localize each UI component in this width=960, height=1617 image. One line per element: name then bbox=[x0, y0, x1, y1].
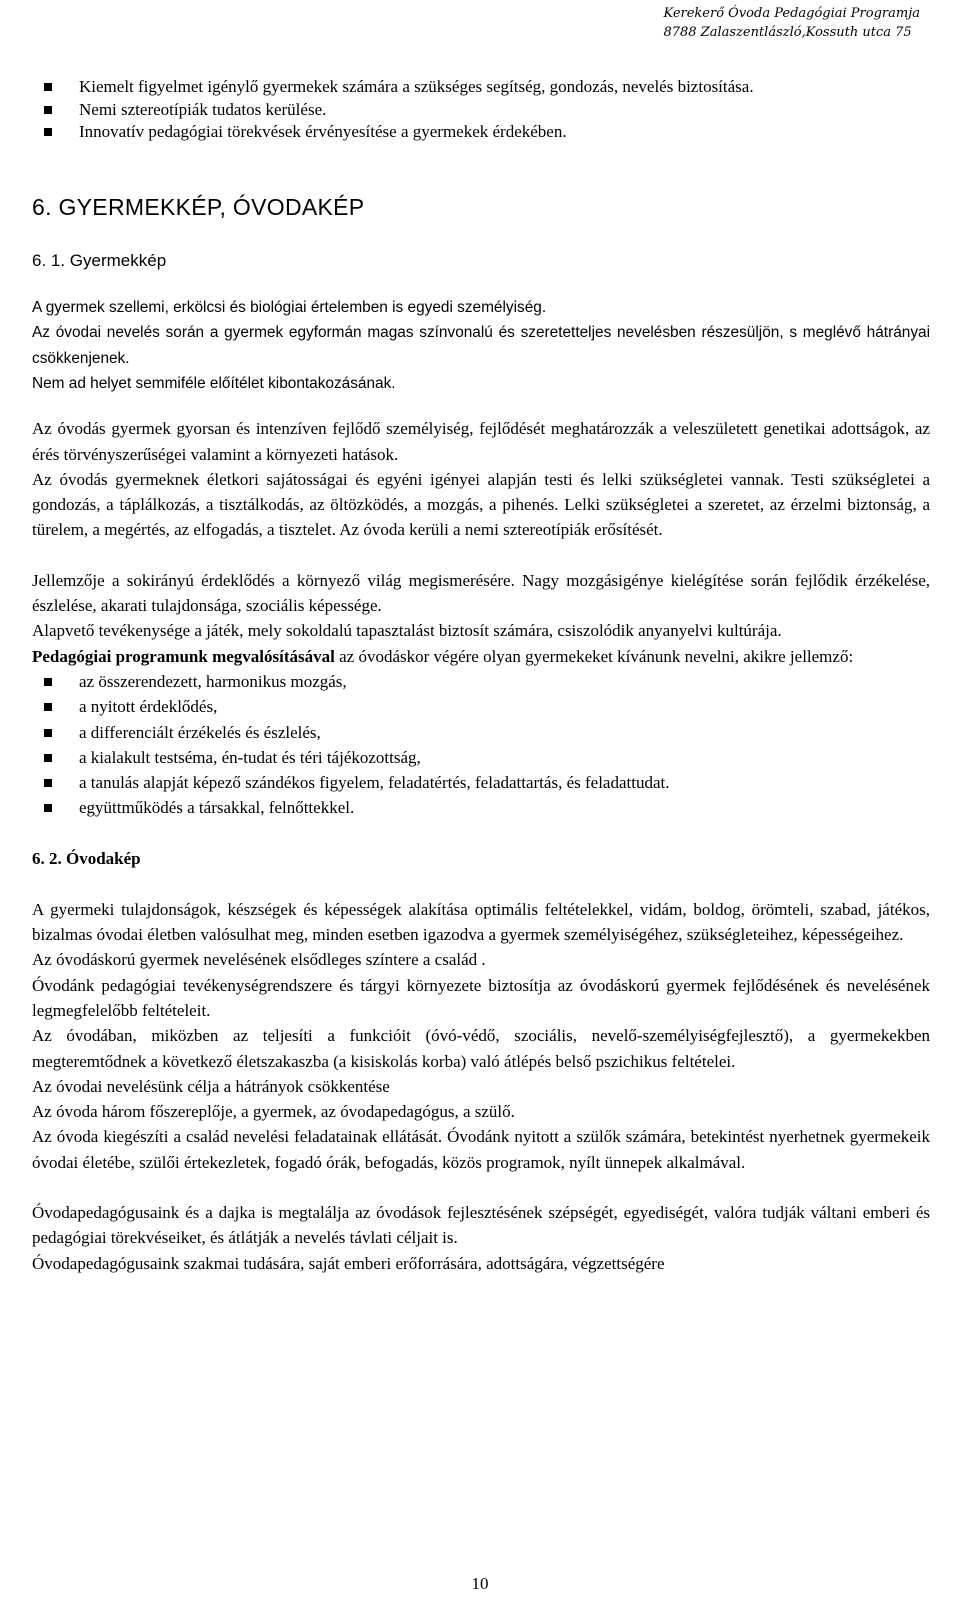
program-bold-text: Pedagógiai programunk megvalósításával bbox=[32, 646, 335, 666]
list-item: a nyitott érdeklődés, bbox=[32, 694, 930, 719]
paragraph: Az óvodás gyermeknek életkori sajátosságai és egyéni igényei alapján testi és lelki szükségletei vannak. Testi szükségletei a gondozás, a táplálkozás, a tisztálkodás, az öltözködés, a mozgás, a pihenés. Lelki szükségletei a szeretet, az érzelmi biztonság, a türelem, a megértés, az elfogadás, a tisztelet. Az óvoda kerüli a nemi sztereotípiák erősítését. bbox=[32, 469, 930, 540]
subsection-title-gyermekkep: 6. 1. Gyermekkép bbox=[32, 251, 167, 271]
program-rest-text: az óvodáskor végére olyan gyermekeket kívánunk nevelni, akikre jellemző: bbox=[334, 646, 854, 666]
paragraph: Óvodapedagógusaink szakmai tudására, saját emberi erőforrására, adottságára, végzettségére bbox=[32, 1253, 665, 1273]
list-item: Innovatív pedagógiai törekvések érvényesítése a gyermekek érdekében. bbox=[32, 121, 930, 144]
list-item: a differenciált érzékelés és észlelés, bbox=[32, 720, 930, 745]
paragraph: Az óvodáskorú gyermek nevelésének elsődleges színtere a család . bbox=[32, 950, 486, 970]
list-item: a tanulás alapját képező szándékos figyelem, feladatértés, feladattartás, és feladattudat. bbox=[32, 770, 930, 795]
paragraph: Alapvető tevékenysége a játék, mely sokoldalú tapasztalást biztosít számára, csiszolódik anyanyelvi kultúrája. bbox=[32, 621, 782, 641]
list-item: Kiemelt figyelmet igénylő gyermekek számára a szükséges segítség, gondozás, nevelés biztosítása. bbox=[32, 76, 930, 99]
header-line-1: Kerekerő Óvoda Pedagógiai Programja bbox=[663, 6, 920, 21]
top-bullet-list bbox=[32, 76, 930, 144]
document-header bbox=[663, 4, 920, 42]
paragraph: Nem ad helyet semmiféle előítélet kibontakozásának. bbox=[32, 375, 396, 392]
list-item: a kialakult testséma, én-tudat és téri tájékozottság, bbox=[32, 745, 930, 770]
header-line-2: 8788 Zalaszentlászló,Kossuth utca 75 bbox=[663, 25, 912, 40]
program-paragraph bbox=[32, 644, 930, 669]
paragraph: Az óvodai nevelésünk célja a hátrányok csökkentése bbox=[32, 1076, 390, 1096]
paragraph: Óvodapedagógusaink és a dajka is megtalálja az óvodások fejlesztésének szépségét, egyediségét, valóra tudják váltani emberi és pedagógiai törekvéseiket, és átlátják a nevelés távlati céljait is. bbox=[32, 1203, 930, 1248]
section-title: 6. GYERMEKKÉP, ÓVODAKÉP bbox=[32, 194, 365, 221]
list-item: Nemi sztereotípiák tudatos kerülése. bbox=[32, 99, 930, 122]
paragraph: Az óvoda kiegészíti a család nevelési feladatainak ellátását. Óvodánk nyitott a szülők számára, betekintést nyerhetnek gyermekeik óvodai életébe, szülői értekezletek, fogadó órák, befogadás, közös programok, nyílt ünnepek alkalmával. bbox=[32, 1127, 930, 1172]
paragraph: Óvodánk pedagógiai tevékenységrendszere és tárgyi környezete biztosítja az óvodáskorú gyermek fejlődésének és nevelésének legmegfelelőbb feltételeit. bbox=[32, 975, 930, 1020]
subsection-title-ovodakep: 6. 2. Óvodakép bbox=[32, 848, 141, 868]
page-body bbox=[32, 76, 930, 1276]
paragraph: Az óvodás gyermek gyorsan és intenzíven fejlődő személyiség, fejlődését meghatározzák a veleszületett genetikai adottságok, az érés törvényszerűségei valamint a környezeti hatások. bbox=[32, 419, 930, 464]
list-item: az összerendezett, harmonikus mozgás, bbox=[32, 669, 930, 694]
page-number: 10 bbox=[471, 1574, 489, 1593]
traits-list bbox=[32, 669, 930, 821]
paragraph: Az óvodában, miközben az teljesíti a funkcióit (óvó-védő, szociális, nevelő-személyiségfejlesztő), a gyermekekben megteremtődnek a következő életszakaszba (a kisiskolás korba) való átlépés belső pszichikus feltételei. bbox=[32, 1026, 930, 1071]
paragraph: Az óvodai nevelés során a gyermek egyformán magas színvonalú és szeretetteljes nevelésben részesüljön, s meglévő hátrányai csökkenjenek. bbox=[32, 324, 930, 367]
paragraph: A gyermeki tulajdonságok, készségek és képességek alakítása optimális feltételekkel, vidám, boldog, örömteli, szabad, játékos, bizalmas óvodai életben valósulhat meg, minden esetben igazodva a gyermek személyiségéhez, szükségleteihez, képességeihez. bbox=[32, 899, 930, 945]
paragraph: A gyermek szellemi, erkölcsi és biológiai értelemben is egyedi személyiség. bbox=[32, 299, 547, 317]
list-item: együttműködés a társakkal, felnőttekkel. bbox=[32, 795, 930, 820]
paragraph: Jellemzője a sokirányú érdeklődés a környező világ megismerésére. Nagy mozgásigénye kielégítése során fejlődik érzékelése, észlelése, akarati tulajdonsága, szociális képessége. bbox=[32, 570, 930, 616]
paragraph: Az óvoda három főszereplője, a gyermek, az óvodapedagógus, a szülő. bbox=[32, 1102, 515, 1122]
